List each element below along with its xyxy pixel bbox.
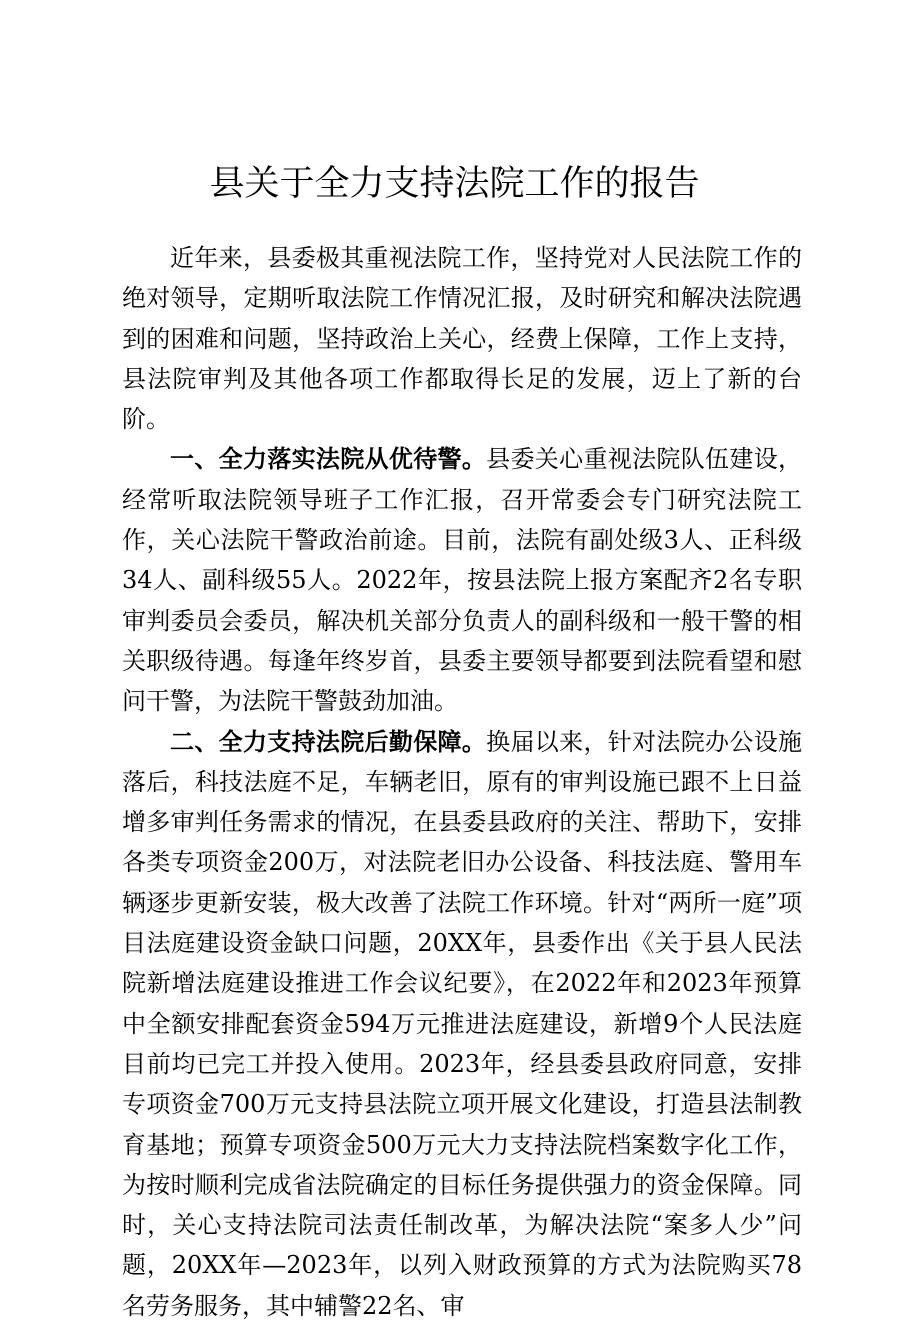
paragraph-section-2 [122, 722, 802, 1326]
section-2-heading: 二、全力支持法院后勤保障。 [170, 727, 487, 756]
section-2-text: 换届以来，针对法院办公设施落后，科技法庭不足，车辆老旧，原有的审判设施已跟不上日益增多审判任务需求的情况，在县委县政府的关注、帮助下，安排各类专项资金200万，对法院老旧办公设备、科技法庭、警用车辆逐步更新安装，极大改善了法院工作环境。针对“两所一庭”项目法庭建设资金缺口问题，20XX年，县委作出《关于县人民法院新增法庭建设推进工作会议纪要》，在2022年和2023年预算中全额安排配套资金594万元推进法庭建设，新增9个人民法庭目前均已完工并投入使用。2023年，经县委县政府同意，安排专项资金700万元支持县法院立项开展文化建设，打造县法制教育基地；预算专项资金500万元大力支持法院档案数字化工作，为按时顺利完成省法院确定的目标任务提供强力的资金保障。同时，关心支持法院司法责任制改革，为解决法院“案多人少”问题，20XX年—2023年，以列入财政预算的方式为法院购买78名劳务服务，其中辅警22名、审 [122, 727, 803, 1320]
paragraph-section-1 [122, 439, 802, 721]
section-1-text: 县委关心重视法院队伍建设，经常听取法院领导班子工作汇报，召开常委会专门研究法院工作，关心法院干警政治前途。目前，法院有副处级3人、正科级34人、副科级55人。2022年，按县法院上报方案配齐2名专职审判委员会委员，解决机关部分负责人的副科级和一般干警的相关职级待遇。每逢年终岁首，县委主要领导都要到法院看望和慰问干警，为法院干警鼓劲加油。 [122, 445, 803, 716]
document-body [122, 238, 802, 1326]
section-1-heading: 一、全力落实法院从优待警。 [170, 445, 487, 474]
document-title: 县关于全力支持法院工作的报告 [209, 164, 700, 204]
paragraph-intro-text: 近年来，县委极其重视法院工作，坚持党对人民法院工作的绝对领导，定期听取法院工作情况汇报，及时研究和解决法院遇到的困难和问题，坚持政治上关心，经费上保障，工作上支持，县法院审判及其他各项工作都取得长足的发展，迈上了新的台阶。 [122, 244, 802, 434]
paragraph-intro [122, 238, 802, 439]
